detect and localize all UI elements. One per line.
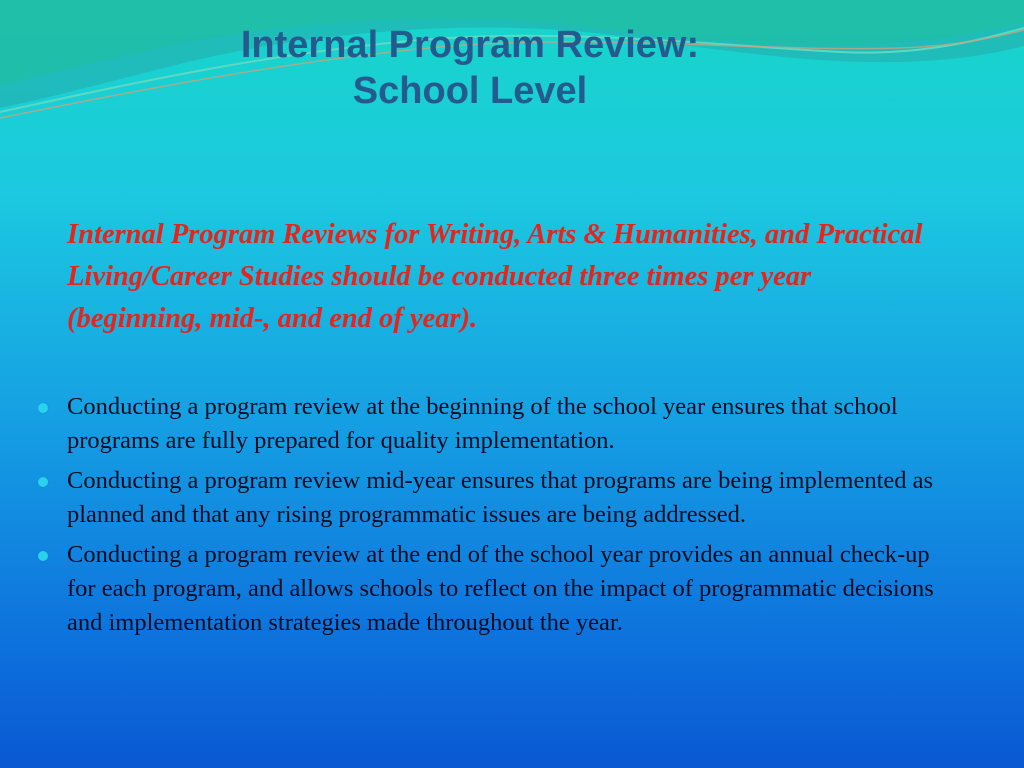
bullet-text: Conducting a program review mid-year ensures that programs are being implemented as planned and that any rising programmatic issues are being addressed. (67, 467, 934, 528)
bullet-text: Conducting a program review at the beginning of the school year ensures that school programs are fully prepared for quality implementation. (67, 393, 898, 454)
title-line-1: Internal Program Review: (240, 24, 700, 66)
title-line-2: School Level (352, 70, 588, 112)
intro-statement: Internal Program Reviews for Writing, Arts & Humanities, and Practical Living/Career Studies should be conducted three times per year (beginning, mid-, and end of year). (67, 219, 923, 334)
bullet-dot-icon (38, 477, 48, 487)
bullet-item (30, 390, 950, 458)
bullet-item (30, 464, 950, 532)
bullet-list (30, 390, 950, 646)
bullet-text: Conducting a program review at the end of the school year provides an annual check-up for each program, and allows schools to reflect on the impact of programmatic decisions and implementation strategies made throughout the year. (67, 541, 934, 636)
slide-title (0, 22, 940, 114)
bullet-dot-icon (38, 403, 48, 413)
bullet-item (30, 538, 950, 640)
bullet-dot-icon (38, 551, 48, 561)
